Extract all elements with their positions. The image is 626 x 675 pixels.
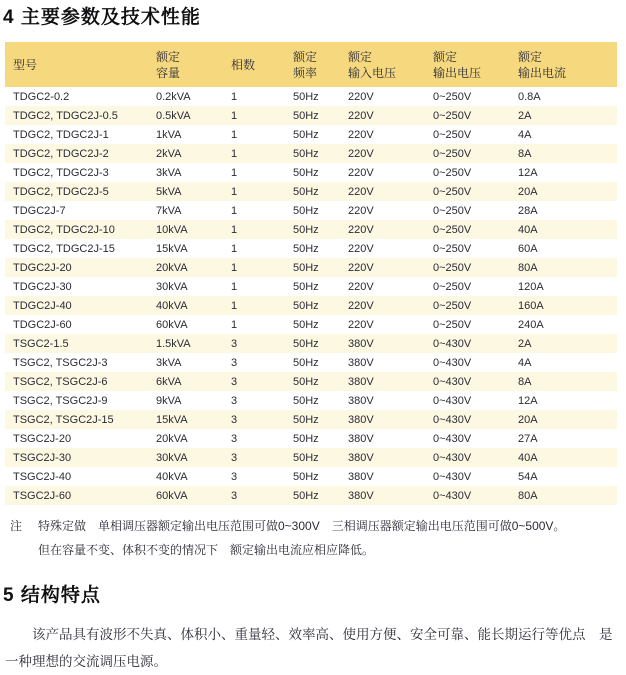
table-cell: 50Hz — [293, 242, 319, 255]
table-cell: 0~250V — [433, 185, 472, 198]
table-cell: 0~250V — [433, 147, 472, 160]
table-cell: TDGC2, TDGC2J-15 — [13, 242, 115, 255]
table-cell: 8A — [518, 375, 532, 388]
table-cell: 9kVA — [156, 394, 182, 407]
table-cell: 50Hz — [293, 204, 319, 217]
table-cell: 50Hz — [293, 375, 319, 388]
table-cell: 1 — [231, 242, 238, 255]
table-cell: 220V — [348, 280, 374, 293]
note-line-2: 但在容量不变、体积不变的情况下 额定输出电流应相应降低。 — [38, 543, 375, 557]
table-cell: 220V — [348, 223, 374, 236]
table-cell: 50Hz — [293, 166, 319, 179]
table-cell: 1 — [231, 128, 238, 141]
table-cell: 4A — [518, 356, 532, 369]
table-cell: 0~430V — [433, 470, 472, 483]
table-cell: 6kVA — [156, 375, 182, 388]
table-cell: 1 — [231, 299, 238, 312]
table-cell: 50Hz — [293, 280, 319, 293]
table-cell: 220V — [348, 261, 374, 274]
table-row — [5, 391, 617, 410]
table-cell: 40A — [518, 451, 538, 464]
table-cell: 7kVA — [156, 204, 182, 217]
table-cell: 50Hz — [293, 299, 319, 312]
table-cell: 60kVA — [156, 318, 188, 331]
table-cell: 240A — [518, 318, 544, 331]
table-row — [5, 448, 617, 467]
column-header: 额定 容量 — [148, 42, 223, 87]
table-cell: 3 — [231, 337, 238, 350]
column-header: 额定 输出电流 — [510, 42, 617, 87]
table-cell: 1 — [231, 166, 238, 179]
table-cell: 0.2kVA — [156, 90, 191, 103]
table-cell: 50Hz — [293, 337, 319, 350]
table-cell: 220V — [348, 185, 374, 198]
table-cell: 3 — [231, 489, 238, 502]
table-cell: TSGC2, TSGC2J-9 — [13, 394, 108, 407]
table-cell: 0~430V — [433, 489, 472, 502]
table-row — [5, 334, 617, 353]
table-cell: TDGC2, TDGC2J-3 — [13, 166, 109, 179]
table-cell: 220V — [348, 109, 374, 122]
table-cell: TSGC2J-30 — [13, 451, 72, 464]
table-cell: 0~250V — [433, 223, 472, 236]
table-cell: 50Hz — [293, 223, 319, 236]
table-cell: 220V — [348, 318, 374, 331]
table-row — [5, 239, 617, 258]
table-cell: 380V — [348, 489, 374, 502]
table-cell: 0~430V — [433, 375, 472, 388]
table-cell: TDGC2-0.2 — [13, 90, 70, 103]
table-cell: TDGC2J-40 — [13, 299, 72, 312]
table-cell: 15kVA — [156, 242, 188, 255]
table-cell: 12A — [518, 394, 538, 407]
table-row — [5, 410, 617, 429]
table-row — [5, 277, 617, 296]
table-cell: 50Hz — [293, 90, 319, 103]
table-row — [5, 144, 617, 163]
table-cell: 20kVA — [156, 261, 188, 274]
table-cell: 1.5kVA — [156, 337, 191, 350]
table-cell: 10kVA — [156, 223, 188, 236]
table-row — [5, 429, 617, 448]
table-row — [5, 220, 617, 239]
table-cell: 0~250V — [433, 166, 472, 179]
table-cell: 0~430V — [433, 356, 472, 369]
table-cell: 380V — [348, 432, 374, 445]
table-cell: 0~430V — [433, 413, 472, 426]
table-cell: 1 — [231, 261, 238, 274]
table-cell: 0~250V — [433, 318, 472, 331]
table-cell: 0~250V — [433, 90, 472, 103]
table-row — [5, 182, 617, 201]
table-cell: 380V — [348, 356, 374, 369]
column-header: 相数 — [223, 42, 285, 87]
table-cell: 15kVA — [156, 413, 188, 426]
table-cell: TSGC2, TSGC2J-15 — [13, 413, 114, 426]
table-cell: TDGC2, TDGC2J-2 — [13, 147, 109, 160]
table-cell: 0~250V — [433, 242, 472, 255]
table-cell: 5kVA — [156, 185, 182, 198]
table-row — [5, 372, 617, 391]
table-row — [5, 353, 617, 372]
table-cell: 12A — [518, 166, 538, 179]
table-cell: 0~430V — [433, 337, 472, 350]
table-cell: 54A — [518, 470, 538, 483]
table-cell: 3 — [231, 394, 238, 407]
table-cell: 30kVA — [156, 280, 188, 293]
table-cell: TDGC2J-60 — [13, 318, 72, 331]
table-cell: 50Hz — [293, 470, 319, 483]
table-cell: 50Hz — [293, 128, 319, 141]
table-cell: 50Hz — [293, 109, 319, 122]
table-cell: TDGC2J-7 — [13, 204, 66, 217]
table-cell: 380V — [348, 470, 374, 483]
table-cell: 3 — [231, 375, 238, 388]
table-row — [5, 106, 617, 125]
table-cell: 0~250V — [433, 261, 472, 274]
table-cell: 40A — [518, 223, 538, 236]
table-cell: 80A — [518, 489, 538, 502]
table-row — [5, 296, 617, 315]
table-cell: 0~430V — [433, 394, 472, 407]
table-cell: 4A — [518, 128, 532, 141]
table-cell: 28A — [518, 204, 538, 217]
section-4-title: 4 主要参数及技术性能 — [3, 7, 201, 28]
table-cell: TDGC2J-30 — [13, 280, 72, 293]
table-cell: 50Hz — [293, 432, 319, 445]
table-cell: 0~250V — [433, 299, 472, 312]
table-cell: 3kVA — [156, 166, 182, 179]
table-cell: 220V — [348, 299, 374, 312]
column-header: 额定 输入电压 — [340, 42, 425, 87]
table-cell: 0.8A — [518, 90, 541, 103]
table-cell: TDGC2, TDGC2J-0.5 — [13, 109, 118, 122]
note-line-1: 特殊定做 单相调压器额定输出电压范围可做0~300V 三相调压器额定输出电压范围可做0~500V。 — [38, 519, 566, 533]
table-cell: 0~430V — [433, 451, 472, 464]
table-row — [5, 163, 617, 182]
table-cell: 160A — [518, 299, 544, 312]
spec-table — [5, 42, 617, 505]
table-cell: 0~250V — [433, 204, 472, 217]
table-cell: 3kVA — [156, 356, 182, 369]
table-cell: 50Hz — [293, 147, 319, 160]
table-cell: 1 — [231, 147, 238, 160]
table-cell: TSGC2-1.5 — [13, 337, 69, 350]
header-row — [5, 42, 617, 87]
table-cell: 120A — [518, 280, 544, 293]
table-cell: TSGC2J-60 — [13, 489, 72, 502]
table-cell: 0~430V — [433, 432, 472, 445]
table-cell: TDGC2, TDGC2J-10 — [13, 223, 115, 236]
section-5-paragraph: 该产品具有波形不失真、体积小、重量轻、效率高、使用方便、安全可靠、能长期运行等优点 是一种理想的交流调压电源。 — [5, 627, 613, 669]
table-cell: 1 — [231, 204, 238, 217]
table-cell: 1 — [231, 90, 238, 103]
table-row — [5, 315, 617, 334]
table-cell: 380V — [348, 337, 374, 350]
table-cell: 380V — [348, 413, 374, 426]
column-header: 额定 输出电压 — [425, 42, 510, 87]
table-cell: 50Hz — [293, 413, 319, 426]
table-cell: 0~250V — [433, 109, 472, 122]
table-cell: 0~250V — [433, 128, 472, 141]
table-cell: 50Hz — [293, 318, 319, 331]
table-cell: 50Hz — [293, 356, 319, 369]
table-cell: TSGC2, TSGC2J-3 — [13, 356, 108, 369]
table-cell: 20kVA — [156, 432, 188, 445]
table-row — [5, 201, 617, 220]
table-cell: 2A — [518, 109, 532, 122]
table-cell: 3 — [231, 451, 238, 464]
table-cell: 50Hz — [293, 185, 319, 198]
table-cell: 380V — [348, 451, 374, 464]
table-cell: 220V — [348, 166, 374, 179]
table-cell: 60A — [518, 242, 538, 255]
section-5-title: 5 结构特点 — [3, 585, 101, 606]
table-cell: 220V — [348, 147, 374, 160]
table-cell: 50Hz — [293, 489, 319, 502]
table-cell: TDGC2, TDGC2J-1 — [13, 128, 109, 141]
table-cell: 40kVA — [156, 299, 188, 312]
table-cell: 1 — [231, 109, 238, 122]
table-row — [5, 486, 617, 505]
table-cell: TSGC2, TSGC2J-6 — [13, 375, 108, 388]
table-cell: 1 — [231, 318, 238, 331]
table-cell: TDGC2, TDGC2J-5 — [13, 185, 109, 198]
table-cell: 40kVA — [156, 470, 188, 483]
table-cell: TSGC2J-20 — [13, 432, 72, 445]
table-cell: 2A — [518, 337, 532, 350]
table-cell: 1 — [231, 223, 238, 236]
table-cell: 220V — [348, 128, 374, 141]
table-row — [5, 467, 617, 486]
table-cell: 60kVA — [156, 489, 188, 502]
table-cell: 0.5kVA — [156, 109, 191, 122]
table-cell: TSGC2J-40 — [13, 470, 72, 483]
table-cell: 30kVA — [156, 451, 188, 464]
table-cell: 3 — [231, 470, 238, 483]
table-cell: 220V — [348, 90, 374, 103]
table-cell: 380V — [348, 394, 374, 407]
table-cell: 1 — [231, 280, 238, 293]
table-cell: 20A — [518, 185, 538, 198]
table-cell: 27A — [518, 432, 538, 445]
table-cell: 3 — [231, 356, 238, 369]
table-cell: 1 — [231, 185, 238, 198]
table-row — [5, 258, 617, 277]
table-cell: 380V — [348, 375, 374, 388]
table-cell: 3 — [231, 432, 238, 445]
table-row — [5, 125, 617, 144]
table-cell: 3 — [231, 413, 238, 426]
table-cell: 1kVA — [156, 128, 182, 141]
table-cell: 50Hz — [293, 261, 319, 274]
table-cell: 2kVA — [156, 147, 182, 160]
table-body — [5, 87, 617, 505]
table-cell: 220V — [348, 242, 374, 255]
table-cell: 50Hz — [293, 451, 319, 464]
table-cell: 50Hz — [293, 394, 319, 407]
table-cell: 220V — [348, 204, 374, 217]
table-cell: 80A — [518, 261, 538, 274]
table-note — [10, 514, 626, 562]
table-cell: 20A — [518, 413, 538, 426]
table-cell: 8A — [518, 147, 532, 160]
note-label: 注 — [10, 519, 23, 533]
table-cell: 0~250V — [433, 280, 472, 293]
column-header: 型号 — [5, 42, 148, 87]
table-cell: TDGC2J-20 — [13, 261, 72, 274]
table-row — [5, 87, 617, 106]
column-header: 额定 频率 — [285, 42, 340, 87]
